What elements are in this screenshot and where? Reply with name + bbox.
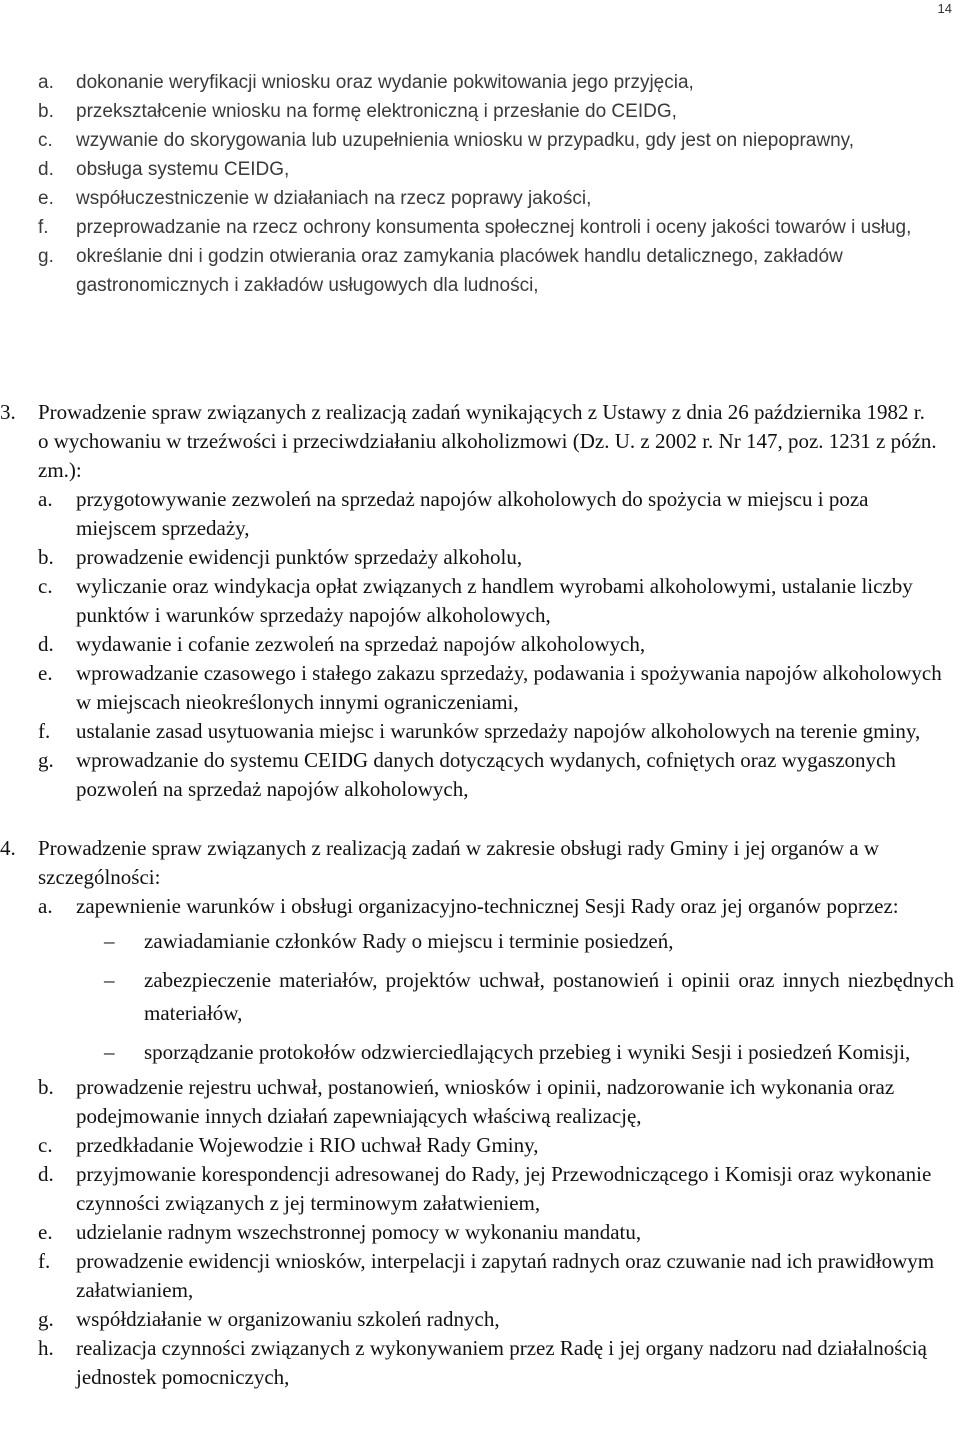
list-marker: b. [38, 101, 54, 122]
list-item-text: wprowadzanie do systemu CEIDG danych dotyczących wydanych, cofniętych oraz wygaszonych pozwoleń na sprzedaż napojów alkoholowych, [76, 748, 896, 801]
list-item-text: udzielanie radnym wszechstronnej pomocy w wykonaniu mandatu, [76, 1220, 642, 1244]
list-marker: h. [38, 1336, 54, 1360]
list-item [0, 1073, 960, 1131]
list-item-text: współdziałanie w organizowaniu szkoleń radnych, [76, 1307, 500, 1331]
list-item [0, 572, 960, 630]
page-number: 14 [937, 1, 952, 16]
list-item [0, 68, 960, 97]
list-item [0, 242, 960, 300]
section-heading [0, 398, 960, 485]
section-4 [0, 834, 960, 1392]
list-item [0, 630, 960, 659]
list-item-text: przeprowadzanie na rzecz ochrony konsumenta społecznej kontroli i oceny jakości towarów i usług, [76, 217, 912, 238]
list-item [0, 659, 960, 717]
list-marker: b. [38, 1075, 54, 1099]
list-item-text: ustalanie zasad usytuowania miejsc i warunków sprzedaży napojów alkoholowych na terenie gminy, [76, 719, 921, 743]
section-text: Prowadzenie spraw związanych z realizacją zadań wynikających z Ustawy z dnia 26 października 1982 r. o wychowaniu w trzeźwości i przeciwdziałaniu alkoholizmowi (Dz. U. z 2002 r. Nr 147, poz. 1231 z późn. zm.): [38, 400, 937, 482]
section-text: Prowadzenie spraw związanych z realizacją zadań w zakresie obsługi rady Gminy i jej organów a w szczególności: [38, 836, 880, 889]
list-item [0, 1160, 960, 1218]
list-item [0, 155, 960, 184]
section-3 [0, 398, 960, 804]
list-item-text: prowadzenie ewidencji punktów sprzedaży alkoholu, [76, 545, 523, 569]
list-item [0, 892, 960, 921]
list-marker: f. [38, 1249, 51, 1273]
dash-marker: – [104, 968, 115, 992]
list-marker: g. [38, 1307, 54, 1331]
list-marker: e. [38, 1220, 53, 1244]
list-item [0, 184, 960, 213]
list-marker: g. [38, 748, 54, 772]
dash-list [0, 925, 960, 1069]
section-number: 3. [0, 400, 16, 424]
dash-item-text: zabezpieczenie materiałów, projektów uchwał, postanowień i opinii oraz innych niezbędnych materiałów, [144, 968, 954, 1025]
list-item-text: przyjmowanie korespondencji adresowanej do Rady, jej Przewodniczącego i Komisji oraz wykonanie czynności związanych z jej terminowym załatwieniem, [76, 1162, 932, 1215]
list-item [0, 1131, 960, 1160]
list-item [0, 1218, 960, 1247]
list-item [0, 746, 960, 804]
section-number: 4. [0, 836, 16, 860]
list-item-text: współuczestniczenie w działaniach na rzecz poprawy jakości, [76, 188, 592, 209]
dash-list-item [0, 925, 960, 958]
list-marker: d. [38, 159, 54, 180]
list-marker: c. [38, 130, 53, 151]
dash-item-text: zawiadamianie członków Rady o miejscu i terminie posiedzeń, [144, 929, 674, 953]
list-item-text: wzywanie do skorygowania lub uzupełnienia wniosku w przypadku, gdy jest on niepoprawny, [76, 130, 855, 151]
list-marker: a. [38, 894, 53, 918]
list-item-text: wprowadzanie czasowego i stałego zakazu sprzedaży, podawania i spożywania napojów alkoholowych w miejscach nieokreślonych innymi ograniczeniami, [76, 661, 942, 714]
list-item-text: określanie dni i godzin otwierania oraz zamykania placówek handlu detalicznego, zakładów gastronomicznych i zakładów usługowych dla ludności, [76, 246, 843, 296]
list-marker: c. [38, 1133, 53, 1157]
section-2-list [0, 68, 960, 300]
list-marker: e. [38, 661, 53, 685]
list-item-text: przygotowywanie zezwoleń na sprzedaż napojów alkoholowych do spożycia w miejscu i poza miejscem sprzedaży, [76, 487, 869, 540]
list-item [0, 1334, 960, 1392]
list-marker: e. [38, 188, 54, 209]
list-marker: d. [38, 1162, 54, 1186]
list-item-text: wydawanie i cofanie zezwoleń na sprzedaż napojów alkoholowych, [76, 632, 646, 656]
dash-marker: – [104, 929, 115, 953]
list-item-text: zapewnienie warunków i obsługi organizacyjno-technicznej Sesji Rady oraz jej organów poprzez: [76, 894, 899, 918]
list-item [0, 485, 960, 543]
dash-item-text: sporządzanie protokołów odzwierciedlających przebieg i wyniki Sesji i posiedzeń Komisji, [144, 1040, 911, 1064]
list-item-text: realizacja czynności związanych z wykonywaniem przez Radę i jej organy nadzoru nad działalnością jednostek pomocniczych, [76, 1336, 927, 1389]
list-marker: d. [38, 632, 54, 656]
list-item-text: obsługa systemu CEIDG, [76, 159, 290, 180]
list-item [0, 717, 960, 746]
list-item [0, 97, 960, 126]
list-item [0, 126, 960, 155]
list-marker: a. [38, 487, 53, 511]
list-item [0, 1247, 960, 1305]
section-heading [0, 834, 960, 892]
list-item [0, 213, 960, 242]
list-item-text: przedkładanie Wojewodzie i RIO uchwał Rady Gminy, [76, 1133, 539, 1157]
dash-list-item [0, 1036, 960, 1069]
list-marker: a. [38, 72, 54, 93]
list-item-text: wyliczanie oraz windykacja opłat związanych z handlem wyrobami alkoholowymi, ustalanie liczby punktów i warunków sprzedaży napojów alkoholowych, [76, 574, 913, 627]
list-item [0, 1305, 960, 1334]
list-marker: b. [38, 545, 54, 569]
list-item-text: przekształcenie wniosku na formę elektroniczną i przesłanie do CEIDG, [76, 101, 677, 122]
dash-list-item [0, 964, 960, 1030]
list-item [0, 543, 960, 572]
list-item-text: prowadzenie ewidencji wniosków, interpelacji i zapytań radnych oraz czuwanie nad ich prawidłowym załatwianiem, [76, 1249, 935, 1302]
list-marker: f. [38, 719, 51, 743]
list-marker: g. [38, 246, 54, 267]
list-item-text: dokonanie weryfikacji wniosku oraz wydanie pokwitowania jego przyjęcia, [76, 72, 694, 93]
list-marker: c. [38, 574, 53, 598]
dash-marker: – [104, 1040, 115, 1064]
list-item-text: prowadzenie rejestru uchwał, postanowień, wniosków i opinii, nadzorowanie ich wykonania oraz podejmowanie innych działań zapewniających właściwą realizację, [76, 1075, 895, 1128]
list-marker: f. [38, 217, 49, 238]
